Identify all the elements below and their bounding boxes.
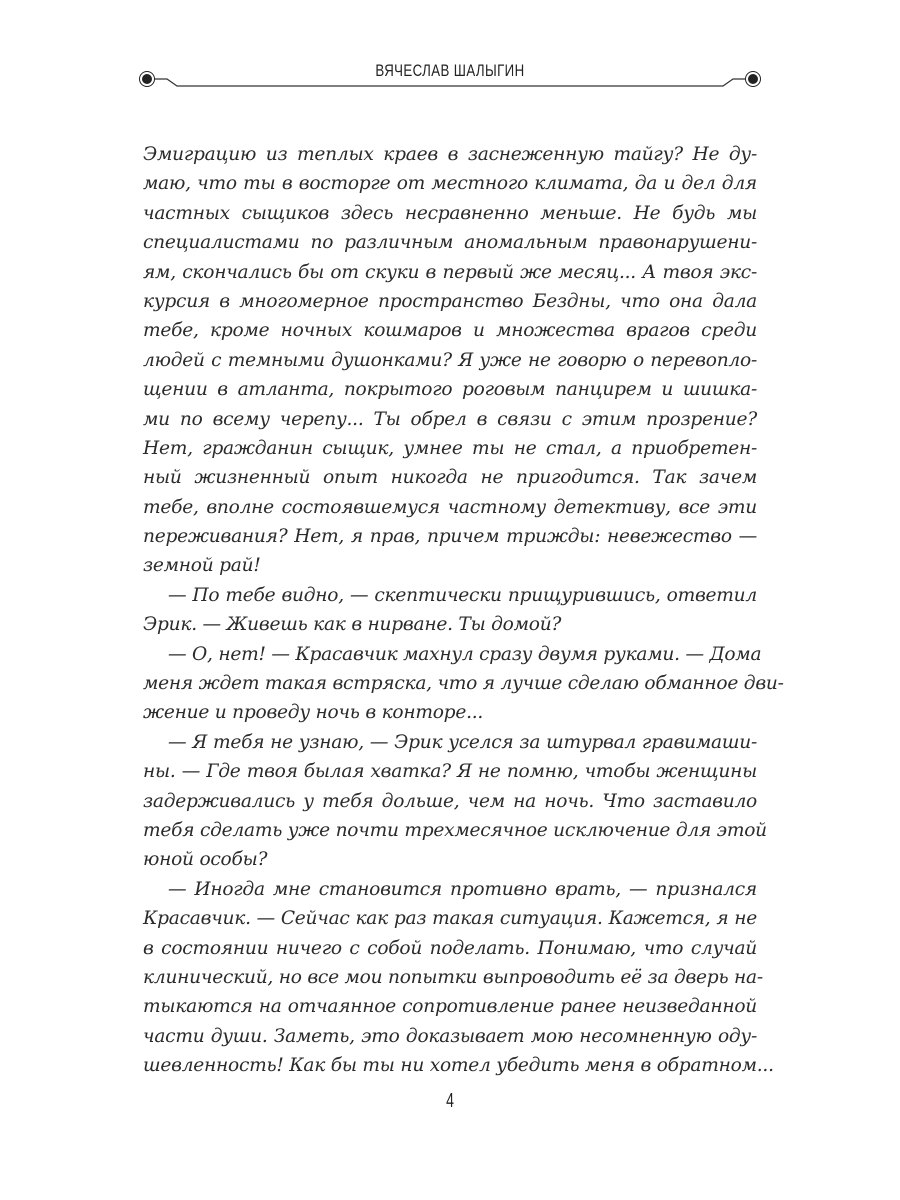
- text-line: ны. — Где твоя былая хватка? Я не помню, чтобы женщины: [143, 761, 757, 783]
- text-line: курсия в многомерное пространство Бездны, что она дала: [143, 290, 757, 312]
- text-line: клинический, но все мои попытки выпроводить её за дверь на-: [143, 966, 763, 988]
- text-line: земной рай!: [143, 555, 261, 577]
- text-line: Эмиграцию из теплых краев в заснеженную тайгу? Не ду-: [143, 144, 757, 165]
- text-line: шевленность! Как бы ты ни хотел убедить меня в обратном...: [143, 1055, 774, 1077]
- body-text: [143, 140, 784, 1081]
- text-line: частных сыщиков здесь несравненно меньше. Не будь мы: [143, 202, 757, 224]
- text-line: жение и проведу ночь в конторе...: [143, 702, 484, 724]
- text-line: части души. Заметь, это доказывает мою несомненную оду-: [143, 1025, 757, 1047]
- text-line: юной особы?: [143, 849, 268, 871]
- text-line: специалистами по различным аномальным правонарушени-: [143, 232, 757, 254]
- text-line: тебе, вполне состоявшемуся частному детективу, все эти: [143, 496, 757, 518]
- text-line: — Иногда мне становится противно врать, — признался: [168, 878, 757, 900]
- text-line: задерживались у тебя дольше, чем на ночь. Что заставило: [143, 790, 757, 812]
- text-line: Красавчик. — Сейчас как раз такая ситуация. Кажется, я не: [143, 908, 757, 930]
- running-header: [135, 55, 765, 95]
- text-line: — Я тебя не узнаю, — Эрик уселся за штурвал гравимаши-: [168, 731, 757, 753]
- text-line: — О, нет! — Красавчик махнул сразу двумя руками. — Дома: [168, 643, 762, 665]
- text-line: тебя сделать уже почти трехмесячное исключение для этой: [143, 819, 767, 841]
- text-line: ный жизненный опыт никогда не пригодится. Так зачем: [143, 467, 757, 489]
- text-line: маю, что ты в восторге от местного климата, да и дел для: [143, 173, 757, 195]
- text-line: — По тебе видно, — скептически прищурившись, ответил: [168, 584, 757, 606]
- text-line: Нет, гражданин сыщик, умнее ты не стал, а приобретен-: [143, 437, 757, 459]
- page-number: 4: [446, 1090, 454, 1112]
- text-line: Эрик. — Живешь как в нирване. Ты домой?: [143, 614, 562, 636]
- text-line: тыкаются на отчаянное сопротивление ранее неизведанной: [143, 996, 757, 1018]
- text-line: переживания? Нет, я прав, причем трижды: невежество —: [143, 526, 757, 548]
- text-line: людей с темными душонками? Я уже не говорю о перевопло-: [143, 349, 757, 371]
- text-line: ми по всему черепу... Ты обрел в связи с этим прозрение?: [143, 408, 757, 430]
- text-line: тебе, кроме ночных кошмаров и множества врагов среди: [143, 320, 757, 342]
- text-line: щении в атланта, покрытого роговым панцирем и шишка-: [143, 379, 757, 401]
- text-line: в состоянии ничего с собой поделать. Понимаю, что случай: [143, 937, 757, 959]
- author-name: ВЯЧЕСЛАВ ШАЛЫГИН: [375, 61, 525, 80]
- text-line: ям, скончались бы от скуки в первый же месяц... А твоя экс-: [143, 261, 757, 283]
- text-line: меня ждет такая встряска, что я лучше сделаю обманное дви-: [143, 673, 784, 695]
